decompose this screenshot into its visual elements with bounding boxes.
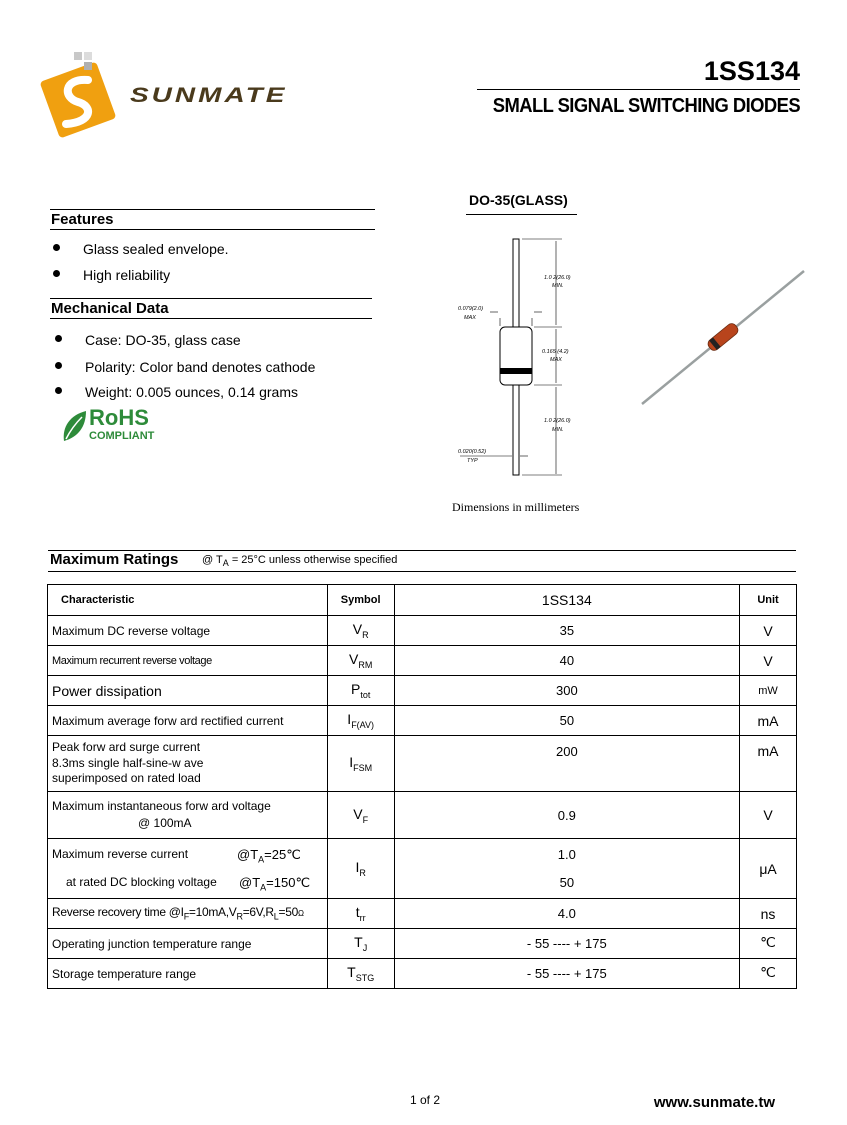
package-title-rule — [466, 214, 577, 215]
dim-wire: 0.020(0.52) — [458, 449, 487, 455]
header-characteristic: Characteristic — [48, 585, 328, 616]
table-row: Maximum reverse current $@T_A=25℃$ at rated DC blocking voltage $@T_A=150℃$ $I_R$ 1.0 50 μA — [48, 839, 797, 899]
ratings-bottom-rule — [48, 571, 796, 572]
page-number: 1 of 2 — [410, 1093, 441, 1107]
rohs-text: RoHS — [89, 405, 149, 430]
dim-lead-bottom: 1.0 2(26.0) — [544, 418, 571, 424]
table-row: Maximum average forw ard rectified current $I_{F(AV)}$ 50 mA — [48, 706, 797, 736]
header-symbol: Symbol — [327, 585, 394, 616]
features-top-rule — [50, 209, 375, 210]
doc-subtitle: SMALL SIGNAL SWITCHING DIODES — [492, 95, 800, 117]
ratings-condition: @ $T_A = 25^\circ C$ unless otherwise specified — [202, 554, 398, 569]
table-row: Storage temperature range $T_{STG}$ - 55 ---- + 175 ℃ — [48, 959, 797, 989]
leaf-icon — [60, 409, 88, 443]
dim-diameter-note: MAX — [464, 315, 476, 321]
brand-name: SUNMATE — [130, 83, 288, 107]
brand-logo — [38, 50, 308, 140]
dim-diameter: 0.079(2.0) — [458, 306, 484, 312]
header-part: 1SS134 — [394, 585, 739, 616]
rohs-badge — [60, 407, 170, 447]
website-link[interactable]: www.sunmate.tw — [653, 1094, 775, 1111]
mechanical-title: Mechanical Data — [51, 300, 169, 317]
header-unit: Unit — [740, 585, 797, 616]
table-row: Operating junction temperature range $T_J$ - 55 ---- + 175 ℃ — [48, 929, 797, 959]
dim-lead-top-note: MIN. — [552, 283, 564, 289]
dim-wire-note: TYP — [467, 458, 478, 464]
part-number: 1SS134 — [703, 56, 800, 86]
features-bottom-rule — [50, 229, 375, 230]
dimensions-caption: Dimensions in millimeters — [452, 500, 580, 514]
dim-body: 0.165 (4.2) — [542, 349, 569, 355]
header-divider — [477, 89, 800, 90]
dim-body-note: MAX — [550, 357, 562, 363]
dim-lead-top: 1.0 2(26.0) — [544, 275, 571, 281]
package-title: DO-35(GLASS) — [469, 192, 568, 208]
table-row: Power dissipation $P_{tot}$ 300 mW — [48, 676, 797, 706]
table-header-row — [48, 585, 797, 616]
table-row: Maximum DC reverse voltage $V_R$ 35 V — [48, 616, 797, 646]
mechanical-item: Case: DO-35, glass case — [85, 332, 241, 348]
ratings-table — [47, 584, 797, 989]
table-row: Reverse recovery time $@I_F=10mA,V_R=6V,R_L=50\Omega$ $t_{rr}$ 4.0 ns — [48, 899, 797, 929]
feature-item: Glass sealed envelope. — [83, 241, 229, 257]
feature-item: High reliability — [83, 267, 170, 283]
mechanical-item: Weight: 0.005 ounces, 0.14 grams — [85, 384, 298, 400]
features-title: Features — [51, 211, 114, 228]
rohs-compliant: COMPLIANT — [89, 430, 155, 442]
mechanical-item: Polarity: Color band denotes cathode — [85, 359, 315, 375]
table-row: Maximum recurrent reverse voltage $V_{RM}$ 40 V — [48, 646, 797, 676]
mechanical-top-rule — [50, 298, 372, 299]
diode-photo — [638, 265, 808, 410]
table-row: Peak forw ard surge current 8.3ms single half-sine-w ave superimposed on rated load $I_{FSM}$ 200 mA — [48, 736, 797, 792]
package-outline-drawing — [450, 232, 590, 482]
mechanical-bottom-rule — [50, 318, 372, 319]
ratings-title: Maximum Ratings — [50, 551, 179, 568]
dim-lead-bottom-note: MIN. — [552, 427, 564, 433]
table-row: Maximum instantaneous forw ard voltage @ 100mA $V_F$ 0.9 V — [48, 792, 797, 839]
